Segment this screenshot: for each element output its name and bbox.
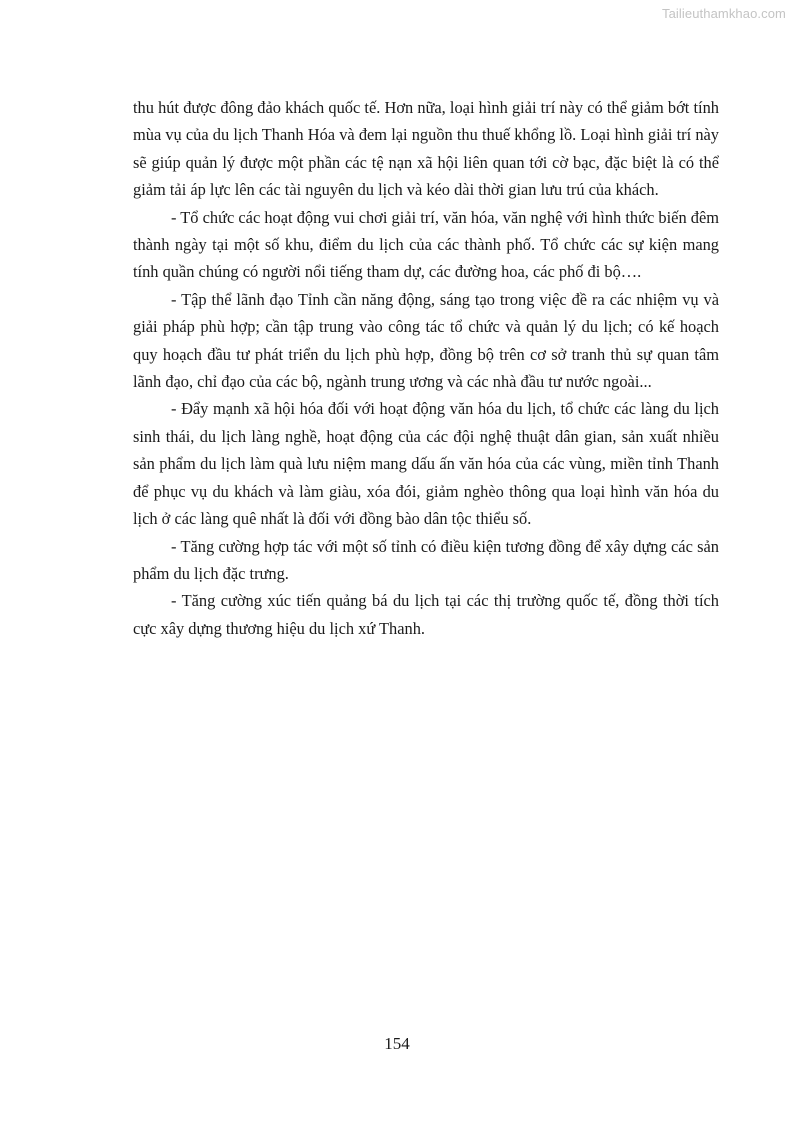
page-body [133, 94, 719, 642]
paragraph-entertainment-activities: - Tổ chức các hoạt động vui chơi giải trí, văn hóa, văn nghệ với hình thức biến đêm thành ngày tại một số khu, điểm du lịch của các thành phố. Tổ chức các sự kiện mang tính quần chúng có người nổi tiếng tham dự, các đường hoa, các phố đi bộ…. [133, 207, 719, 282]
paragraph-provincial-cooperation: - Tăng cường hợp tác với một số tỉnh có điều kiện tương đồng để xây dựng các sản phẩm du lịch đặc trưng. [133, 536, 719, 583]
paragraph-continuation: thu hút được đông đảo khách quốc tế. Hơn nữa, loại hình giải trí này có thể giảm bớt tính mùa vụ của du lịch Thanh Hóa và đem lại nguồn thu thuế khổng lồ. Loại hình giải trí này sẽ giúp quản lý được một phần các tệ nạn xã hội liên quan tới cờ bạc, đặc biệt là có thể giảm tải áp lực lên các tài nguyên du lịch và kéo dài thời gian lưu trú của khách. [133, 98, 719, 200]
page-number: 154 [384, 1034, 410, 1053]
watermark: Tailieuthamkhao.com [661, 6, 786, 21]
paragraph-tourism-promotion: - Tăng cường xúc tiến quảng bá du lịch tại các thị trường quốc tế, đồng thời tích cực xây dựng thương hiệu du lịch xứ Thanh. [133, 591, 719, 638]
paragraph-socialization-culture: - Đẩy mạnh xã hội hóa đối với hoạt động văn hóa du lịch, tổ chức các làng du lịch sinh thái, du lịch làng nghề, hoạt động của các đội nghệ thuật dân gian, sản xuất nhiều sản phẩm du lịch làm quà lưu niệm mang dấu ấn văn hóa của các vùng, miền tỉnh Thanh để phục vụ du khách và làm giàu, xóa đói, giảm nghèo thông qua loại hình văn hóa du lịch ở các làng quê nhất là đối với đồng bào dân tộc thiểu số. [133, 399, 719, 529]
paragraph-provincial-leadership: - Tập thể lãnh đạo Tỉnh cần năng động, sáng tạo trong việc đề ra các nhiệm vụ và giải pháp phù hợp; cần tập trung vào công tác tổ chức và quản lý du lịch; có kế hoạch quy hoạch đầu tư phát triển du lịch phù hợp, đồng bộ trên cơ sở tranh thủ sự quan tâm lãnh đạo, chỉ đạo của các bộ, ngành trung ương và các nhà đầu tư nước ngoài... [133, 289, 719, 392]
